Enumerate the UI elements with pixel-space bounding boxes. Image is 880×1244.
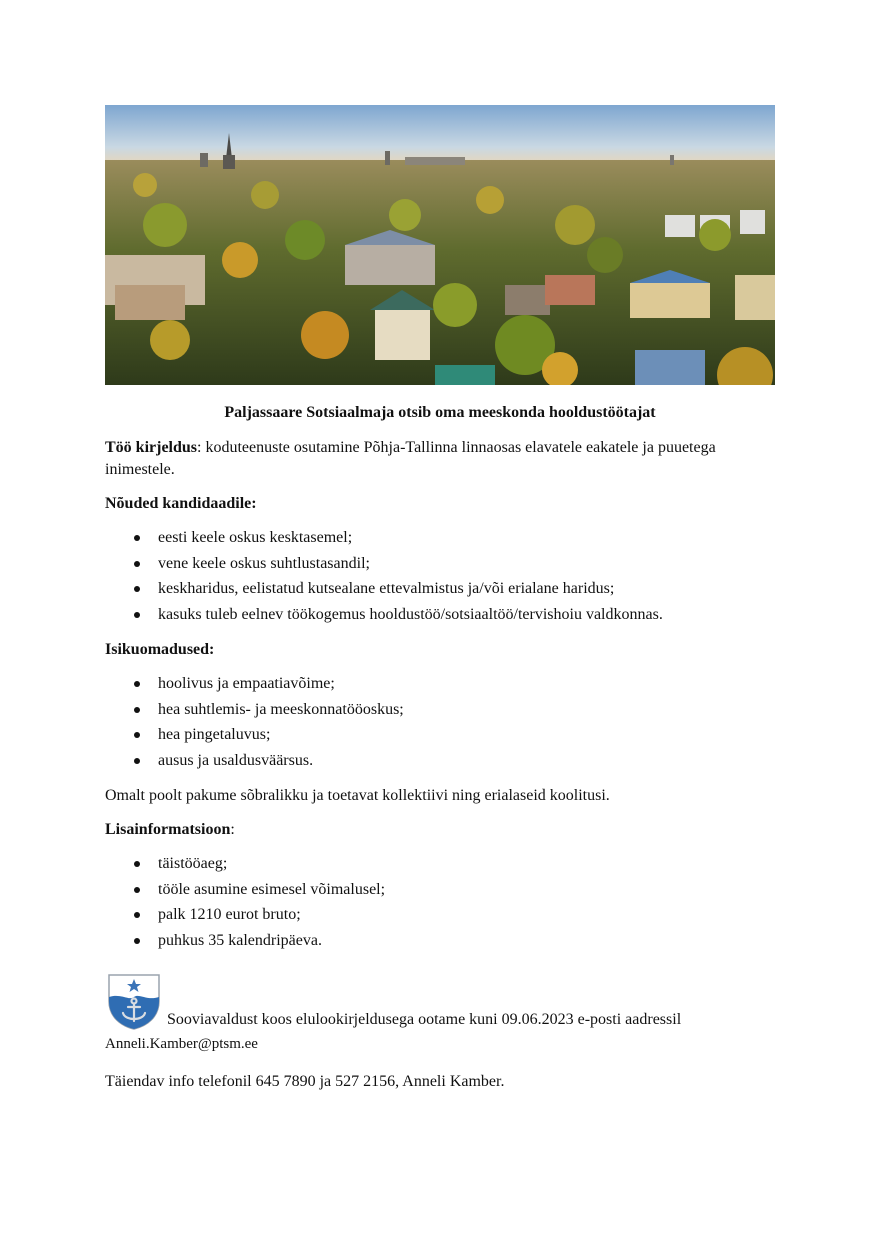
anchor-coat-of-arms-icon <box>105 971 163 1031</box>
qualities-heading: Isikuomadused: <box>105 641 215 658</box>
list-item: ausus ja usaldusväärsus. <box>105 748 775 774</box>
list-item: eesti keele oskus kesktasemel; <box>105 525 775 551</box>
page-title: Paljassaare Sotsiaalmaja otsib oma meeskonda hooldustöötajat <box>224 404 656 421</box>
list-item: täistööaeg; <box>105 851 775 877</box>
list-item: vene keele oskus suhtlustasandil; <box>105 551 775 577</box>
qualities-list <box>105 671 775 773</box>
document-page <box>105 105 775 1093</box>
list-item: hea pingetaluvus; <box>105 722 775 748</box>
application-text: Sooviavaldust koos elulookirjeldusega ootame kuni 09.06.2023 e-posti aadressil <box>167 1011 682 1028</box>
hero-city-aerial-image <box>105 105 775 385</box>
list-item: hea suhtlemis- ja meeskonnatööoskus; <box>105 697 775 723</box>
requirements-list <box>105 525 775 627</box>
list-item: kasuks tuleb eelnev töökogemus hooldustöö/sotsiaaltöö/tervishoiu valdkonnas. <box>105 602 775 628</box>
list-item: hoolivus ja empaatiavõime; <box>105 671 775 697</box>
list-item: palk 1210 eurot bruto; <box>105 902 775 928</box>
additional-info-heading <box>105 819 775 841</box>
job-description <box>105 437 775 481</box>
list-item: tööle asumine esimesel võimalusel; <box>105 877 775 903</box>
offer-text: Omalt poolt pakume sõbralikku ja toetavat kollektiivi ning erialaseid koolitusi. <box>105 787 610 804</box>
contact-email-link[interactable]: Anneli.Kamber@ptsm.ee <box>105 1036 258 1052</box>
list-item: puhkus 35 kalendripäeva. <box>105 928 775 954</box>
additional-info-heading-suffix: : <box>230 821 235 838</box>
list-item: keskharidus, eelistatud kutsealane ettevalmistus ja/või erialane haridus; <box>105 576 775 602</box>
job-description-label: Töö kirjeldus <box>105 439 198 456</box>
additional-info-list <box>105 851 775 953</box>
phone-info: Täiendav info telefonil 645 7890 ja 527 2156, Anneli Kamber. <box>105 1073 505 1090</box>
requirements-heading: Nõuded kandidaadile: <box>105 495 257 512</box>
additional-info-heading-label: Lisainformatsioon <box>105 821 231 838</box>
job-description-text: : koduteenuste osutamine Põhja-Tallinna linnaosas elavatele eakatele ja puuetega inimestele. <box>105 439 716 478</box>
application-block <box>105 971 775 1031</box>
